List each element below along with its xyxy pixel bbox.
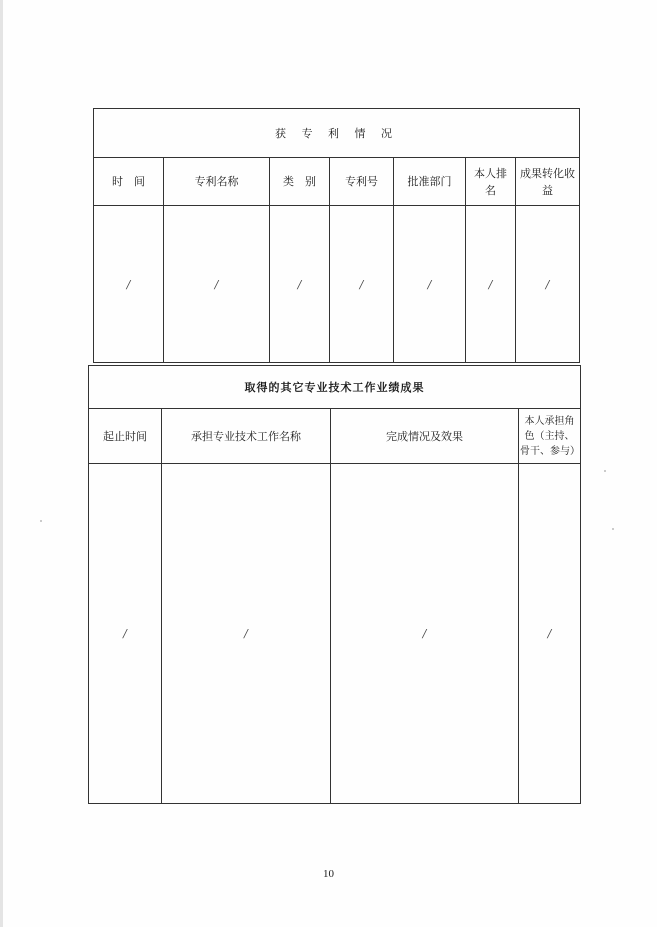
achievement-cell-result: / <box>331 464 519 804</box>
achievement-data-row <box>89 464 581 804</box>
achievement-cell-work-name: / <box>162 464 331 804</box>
patent-header-rank: 本人排名 <box>466 158 516 206</box>
scan-speck <box>40 520 42 522</box>
patent-cell-revenue: / <box>516 206 580 363</box>
achievement-table <box>88 365 581 804</box>
scan-speck <box>612 528 614 530</box>
patent-cell-time: / <box>94 206 164 363</box>
page-edge-shadow <box>0 0 3 927</box>
patent-header-category: 类 别 <box>270 158 330 206</box>
patent-header-name: 专利名称 <box>164 158 270 206</box>
achievement-cell-period: / <box>89 464 162 804</box>
patent-header-approver: 批准部门 <box>394 158 466 206</box>
patent-table <box>93 108 580 363</box>
patent-header-number: 专利号 <box>330 158 394 206</box>
patent-cell-rank: / <box>466 206 516 363</box>
patent-cell-category: / <box>270 206 330 363</box>
patent-header-revenue: 成果转化收益 <box>516 158 580 206</box>
patent-header-time: 时 间 <box>94 158 164 206</box>
achievement-cell-role: / <box>519 464 581 804</box>
achievement-section-title: 取得的其它专业技术工作业绩成果 <box>89 366 581 409</box>
achievement-header-period: 起止时间 <box>89 409 162 464</box>
patent-cell-approver: / <box>394 206 466 363</box>
patent-cell-name: / <box>164 206 270 363</box>
patent-section-title: 获 专 利 情 况 <box>94 109 580 158</box>
achievement-header-role: 本人承担角色（主持、骨干、参与） <box>519 409 581 464</box>
scan-speck <box>604 470 606 472</box>
patent-data-row <box>94 206 580 363</box>
achievement-header-work-name: 承担专业技术工作名称 <box>162 409 331 464</box>
achievement-header-result: 完成情况及效果 <box>331 409 519 464</box>
page-number: 10 <box>323 868 334 880</box>
patent-cell-number: / <box>330 206 394 363</box>
